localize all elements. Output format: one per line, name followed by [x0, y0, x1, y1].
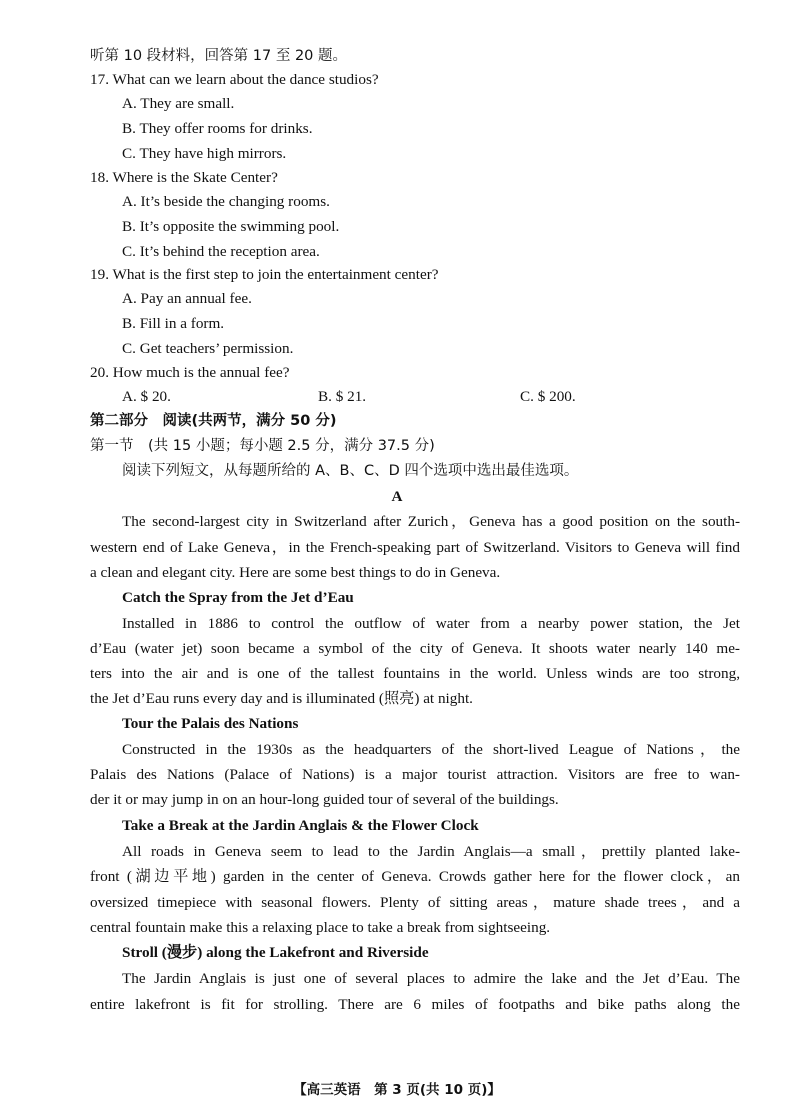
question-20-stem: 20. How much is the annual fee?	[90, 364, 290, 381]
intro-line-2: western end of Lake Geneva，in the French-speaking part of Switzerland. Visitors to Geneva will find	[90, 539, 740, 556]
paragraph-line: All roads in Geneva seem to lead to the Jardin Anglais—a small，prettily planted lake-	[122, 843, 740, 860]
paragraph-line: ters into the air and is one of the tallest fountains in the world. Unless winds are too strong,	[90, 665, 740, 682]
question-17-option-b: B. They offer rooms for drinks.	[122, 120, 313, 137]
question-20-option-b: B. $ 21.	[318, 388, 367, 405]
question-18-option-b: B. It’s opposite the swimming pool.	[122, 218, 340, 235]
question-18-stem: 18. Where is the Skate Center?	[90, 169, 278, 186]
question-17-stem: 17. What can we learn about the dance studios?	[90, 71, 379, 88]
paragraph-line: central fountain make this a relaxing place to take a break from sightseeing.	[90, 919, 551, 936]
question-19-option-a: A. Pay an annual fee.	[122, 290, 252, 307]
reading-instruction: 阅读下列短文，从每题所给的 A、B、C、D 四个选项中选出最佳选项。	[122, 463, 579, 479]
paragraph-line: oversized timepiece with seasonal flowers. Plenty of sitting areas，mature shade trees，and a	[90, 894, 740, 911]
listening-instruction: 听第 10 段材料，回答第 17 至 20 题。	[90, 48, 348, 64]
paragraph-line: Installed in 1886 to control the outflow of water from a nearby power station, the Jet	[122, 615, 740, 632]
paragraph-line: Palais des Nations (Palace of Nations) is a major tourist attraction. Visitors are free to wan-	[90, 766, 740, 783]
question-19-stem: 19. What is the first step to join the entertainment center?	[90, 266, 439, 283]
paragraph-line: Constructed in the 1930s as the headquarters of the short-lived League of Nations，the	[122, 741, 740, 758]
section-heading-stroll: Stroll (漫步) along the Lakefront and Riverside	[122, 944, 429, 961]
paragraph-line: der it or may jump in on an hour-long guided tour of several of the buildings.	[90, 791, 559, 808]
question-18-option-a: A. It’s beside the changing rooms.	[122, 193, 330, 210]
question-19-option-b: B. Fill in a form.	[122, 315, 225, 332]
intro-line-1: The second-largest city in Switzerland after Zurich，Geneva has a good position on the south-	[122, 513, 740, 530]
question-17-option-a: A. They are small.	[122, 95, 235, 112]
section-heading-jet-deau: Catch the Spray from the Jet d’Eau	[122, 589, 354, 606]
paragraph-line: entire lakefront is fit for strolling. There are 6 miles of footpaths and bike paths along the	[90, 996, 740, 1013]
intro-line-3: a clean and elegant city. Here are some best things to do in Geneva.	[90, 564, 501, 581]
question-20-option-a: A. $ 20.	[122, 388, 171, 405]
question-18-option-c: C. It’s behind the reception area.	[122, 243, 320, 260]
paragraph-line: d’Eau (water jet) soon became a symbol of the city of Geneva. It shoots water nearly 140 me-	[90, 640, 740, 657]
page-footer: 【高三英语 第 3 页(共 10 页)】	[293, 1082, 501, 1098]
reading-section-title: 第一节 (共 15 小题；每小题 2.5 分，满分 37.5 分)	[90, 438, 435, 454]
question-19-option-c: C. Get teachers’ permission.	[122, 340, 294, 357]
question-20-option-c: C. $ 200.	[520, 388, 576, 405]
reading-part-title: 第二部分 阅读(共两节，满分 50 分)	[90, 413, 337, 429]
passage-letter: A	[391, 488, 403, 505]
paragraph-line: the Jet d’Eau runs every day and is illuminated (照亮) at night.	[90, 690, 473, 707]
section-heading-jardin: Take a Break at the Jardin Anglais & the Flower Clock	[122, 817, 479, 834]
question-17-option-c: C. They have high mirrors.	[122, 145, 287, 162]
paragraph-line: The Jardin Anglais is just one of several places to admire the lake and the Jet d’Eau. The	[122, 970, 740, 987]
section-heading-palais: Tour the Palais des Nations	[122, 715, 299, 732]
question-20-options-row	[0, 385, 794, 410]
paragraph-line: front (湖边平地) garden in the center of Geneva. Crowds gather here for the flower clock，an	[90, 868, 740, 885]
